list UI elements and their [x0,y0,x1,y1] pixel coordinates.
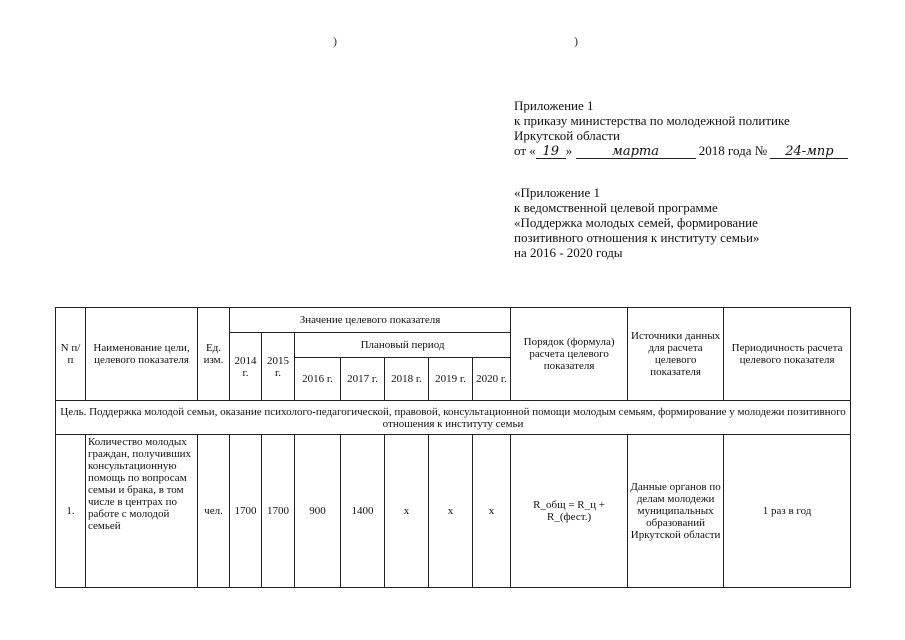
scan-mark-left: ) [333,34,337,48]
date-year-text: 2018 года № [698,143,768,158]
order-date-line [514,143,894,159]
indicators-table [55,307,851,588]
row-value-2018: x [385,435,429,588]
header-line-1: Приложение 1 [514,98,594,113]
date-month-handwritten: марта [576,146,696,159]
header-value-group: Значение целевого показателя [230,308,511,333]
header-year-2019: 2019 г. [429,358,473,401]
appendix-line-3: «Поддержка молодых семей, формирование [514,215,758,230]
appendix-header [514,185,894,260]
header-periodicity: Периодичность расчета целевого показателя [724,308,851,401]
header-line-2: к приказу министерства по молодежной политике [514,113,790,128]
appendix-line-4: позитивного отношения к институту семьи» [514,230,760,245]
row-indicator-name: Количество молодых граждан, получивших консультационную помощь по вопросам семьи и брака, в том числе в центрах по работе с молодой семьей [86,435,198,588]
row-value-2014: 1700 [230,435,262,588]
row-value-2016: 900 [295,435,341,588]
date-prefix: от « [514,143,536,158]
date-day-handwritten: 19 [536,146,566,159]
table-row [56,435,851,588]
appendix-line-5: на 2016 - 2020 годы [514,245,623,260]
order-number-handwritten: 24-мпр [770,146,848,159]
header-year-2020: 2020 г. [473,358,511,401]
goal-row: Цель. Поддержка молодой семьи, оказание психолого-педагогической, правовой, консультационной помощи молодым семьям, формирование у молодежи позитивного отношения к институту семьи [56,401,851,435]
header-year-2015: 2015 г. [262,333,295,401]
appendix-line-2: к ведомственной целевой программе [514,200,718,215]
header-name: Наименование цели, целевого показателя [86,308,198,401]
row-value-2017: 1400 [341,435,385,588]
header-line-3: Иркутской области [514,128,620,143]
row-value-2015: 1700 [262,435,295,588]
order-header [514,98,894,159]
scan-mark-right: ) [574,34,578,48]
row-value-2019: x [429,435,473,588]
header-year-2017: 2017 г. [341,358,385,401]
row-formula: R_общ = R_ц + R_(фест.) [511,435,628,588]
header-num: N п/п [56,308,86,401]
header-unit: Ед. изм. [198,308,230,401]
header-year-2016: 2016 г. [295,358,341,401]
row-num: 1. [56,435,86,588]
row-value-2020: x [473,435,511,588]
header-formula: Порядок (формула) расчета целевого показателя [511,308,628,401]
appendix-line-1: «Приложение 1 [514,185,601,200]
header-year-2018: 2018 г. [385,358,429,401]
row-sources: Данные органов по делам молодежи муниципальных образований Иркутской области [628,435,724,588]
row-periodicity: 1 раз в год [724,435,851,588]
header-sources: Источники данных для расчета целевого показателя [628,308,724,401]
header-plan-period: Плановый период [295,333,511,358]
header-year-2014: 2014 г. [230,333,262,401]
row-unit: чел. [198,435,230,588]
date-close-quote: » [565,143,573,158]
